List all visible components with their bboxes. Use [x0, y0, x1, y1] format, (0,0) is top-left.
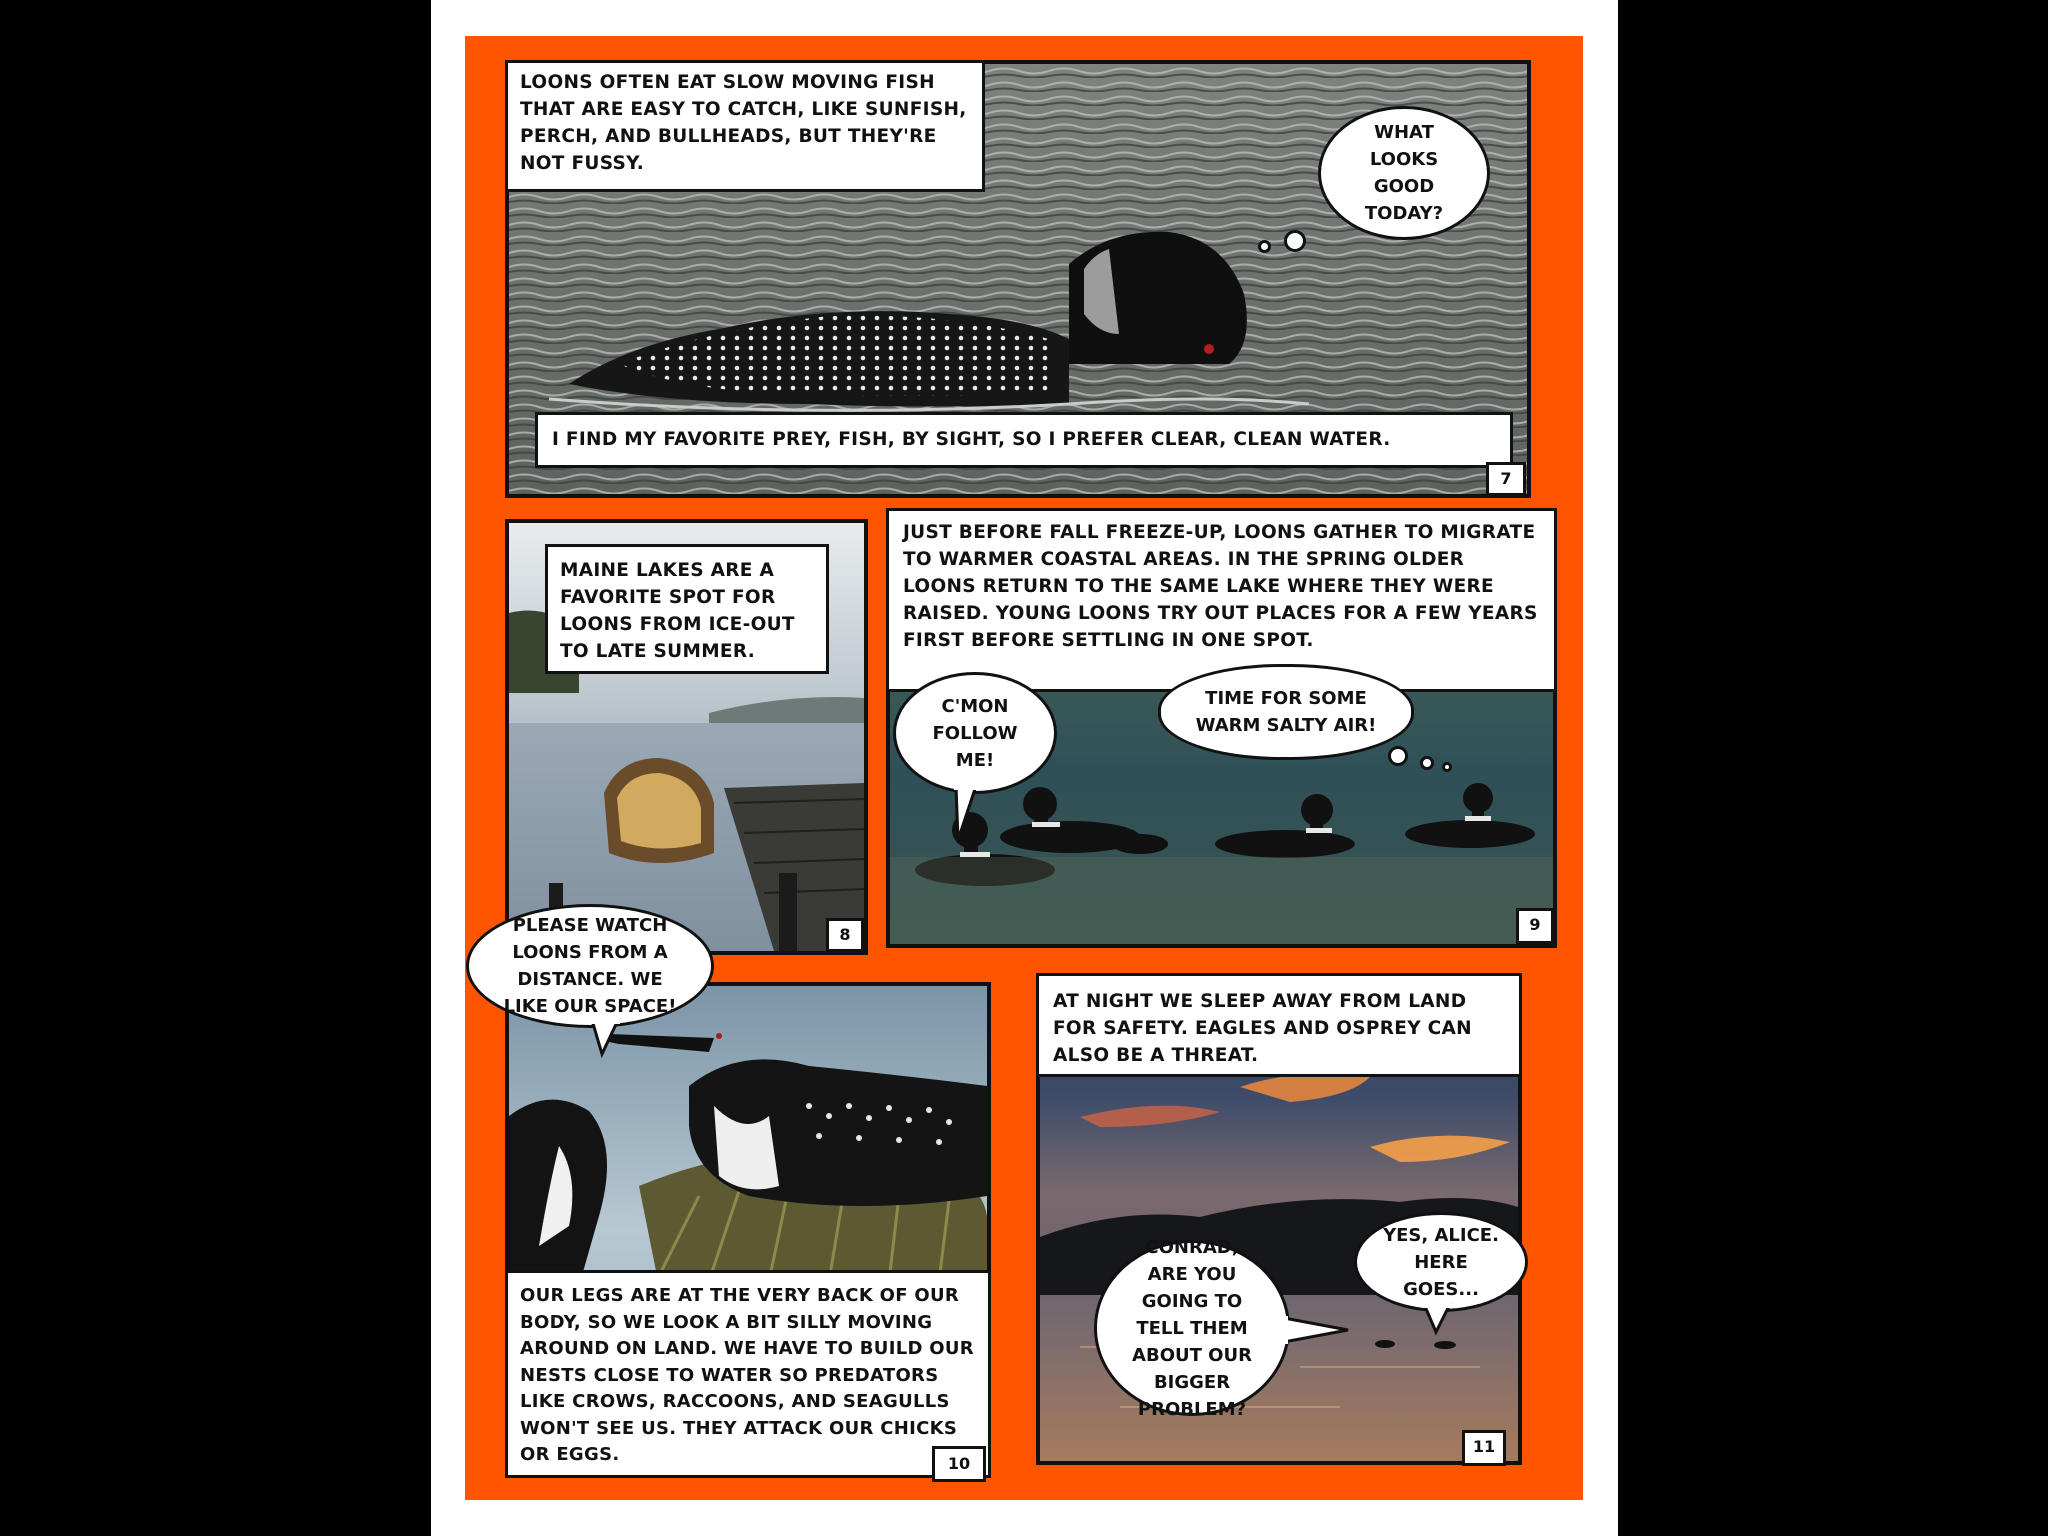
speech-tail — [588, 1018, 638, 1058]
thought-dot — [1420, 756, 1434, 770]
panel-9-caption: JUST BEFORE FALL FREEZE-UP, LOONS GATHER TO MIGRATE TO WARMER COASTAL AREAS. IN THE SPRING OLDER LOONS RETURN TO THE SAME LAKE WHERE THEY WERE RAISED. YOUNG LOONS TRY OUT PLACES FOR A FEW YEARS FIRST BEFORE SETTLING IN ONE SPOT. — [886, 508, 1557, 692]
panel-11-caption: AT NIGHT WE SLEEP AWAY FROM LAND FOR SAFETY. EAGLES AND OSPREY CAN ALSO BE A THREAT. — [1036, 973, 1522, 1077]
panel-11-speech-bubble-right: YES, ALICE. HERE GOES... — [1354, 1212, 1528, 1312]
speech-tail — [948, 784, 988, 844]
panel-8-number: 8 — [826, 918, 864, 952]
panel-7-bottom-caption: I FIND MY FAVORITE PREY, FISH, BY SIGHT, SO I PREFER CLEAR, CLEAN WATER. — [535, 412, 1513, 468]
panel-10-speech-bubble: PLEASE WATCH LOONS FROM A DISTANCE. WE LIKE OUR SPACE! — [466, 904, 714, 1028]
panel-7-thought-bubble: WHAT LOOKS GOOD TODAY? — [1318, 106, 1490, 240]
panel-11-speech-bubble-left: CONRAD, ARE YOU GOING TO TELL THEM ABOUT OUR BIGGER PROBLEM? — [1094, 1240, 1290, 1416]
panel-9-number: 9 — [1516, 908, 1554, 944]
thought-dot — [1284, 230, 1306, 252]
speech-tail — [1282, 1312, 1352, 1352]
thought-dot — [1258, 240, 1271, 253]
thought-dot — [1442, 762, 1452, 772]
panel-11-number: 11 — [1462, 1430, 1506, 1466]
panel-9-thought-bubble: TIME FOR SOME WARM SALTY AIR! — [1158, 664, 1414, 760]
panel-8-caption: MAINE LAKES ARE A FAVORITE SPOT FOR LOONS FROM ICE-OUT TO LATE SUMMER. — [545, 544, 829, 674]
panel-7-caption: LOONS OFTEN EAT SLOW MOVING FISH THAT ARE EASY TO CATCH, LIKE SUNFISH, PERCH, AND BULLHEADS, BUT THEY'RE NOT FUSSY. — [505, 60, 985, 192]
panel-10-number: 10 — [932, 1446, 986, 1482]
speech-tail — [1420, 1302, 1460, 1336]
panel-9-speech-bubble: C'MON FOLLOW ME! — [893, 672, 1057, 794]
thought-dot — [1388, 746, 1408, 766]
panel-7-number: 7 — [1486, 462, 1526, 496]
panel-10-caption: OUR LEGS ARE AT THE VERY BACK OF OUR BODY, SO WE LOOK A BIT SILLY MOVING AROUND ON LAND. WE HAVE TO BUILD OUR NESTS CLOSE TO WATER SO PREDATORS LIKE CROWS, RACCOONS, AND SEAGULLS WON'T SEE US. THEY ATTACK OUR CHICKS OR EGGS. — [505, 1270, 991, 1478]
